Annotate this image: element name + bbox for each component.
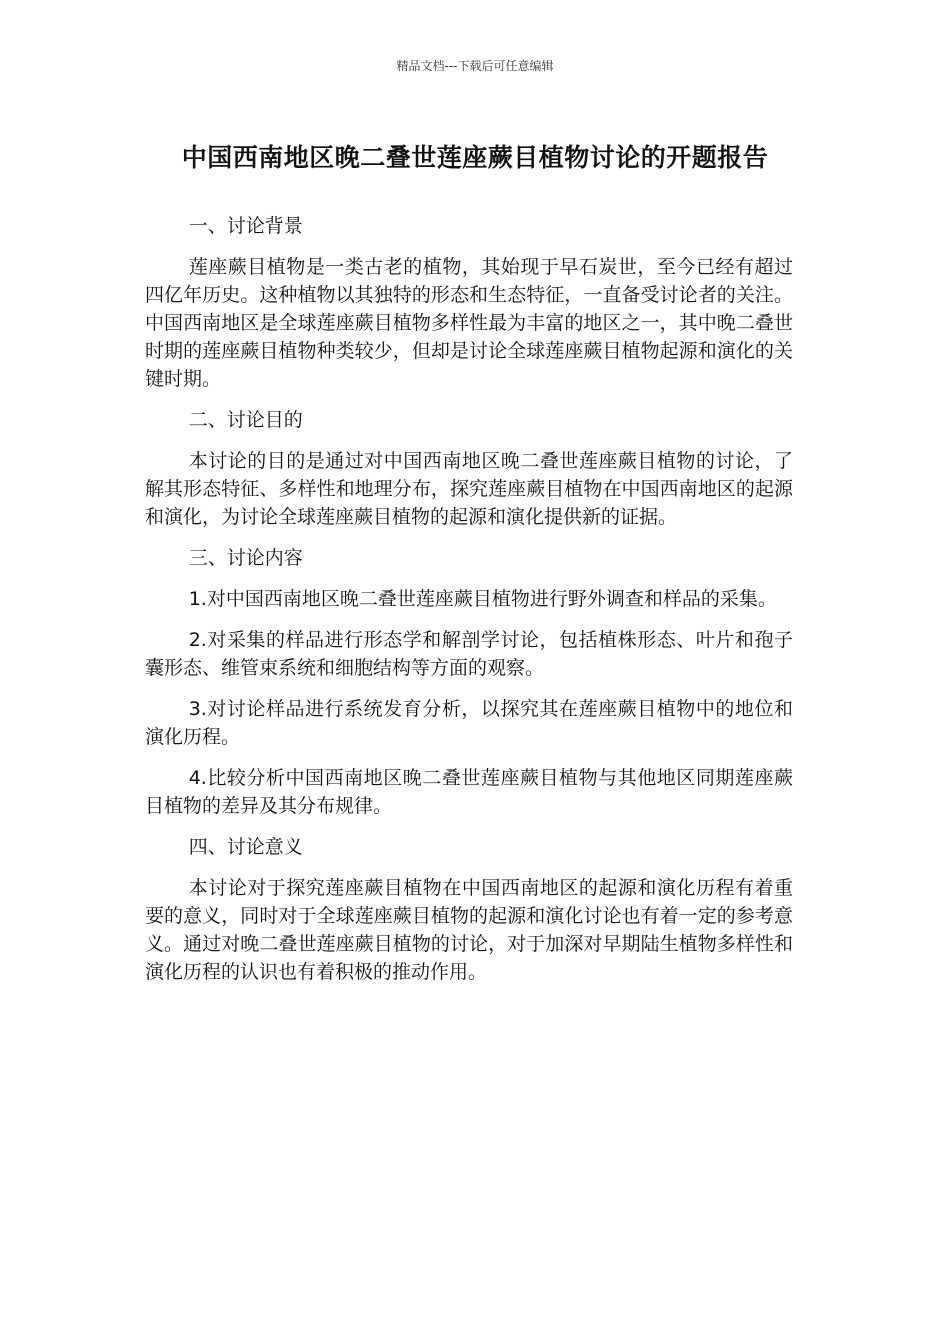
- document-title: 中国西南地区晚二叠世莲座蕨目植物讨论的开题报告: [181, 143, 769, 172]
- list-item: 2.对采集的样品进行形态学和解剖学讨论，包括植株形态、叶片和孢子囊形态、维管束系统和细胞结构等方面的观察。: [145, 629, 793, 679]
- section-heading-content: 三、讨论内容: [188, 547, 303, 569]
- page-header: 精品文档---下载后可任意编辑: [396, 59, 554, 73]
- paragraph: 本讨论的目的是通过对中国西南地区晚二叠世莲座蕨目植物的讨论，了解其形态特征、多样性和地理分布，探究莲座蕨目植物在中国西南地区的起源和演化，为讨论全球莲座蕨目植物的起源和演化提供新的证据。: [145, 450, 793, 528]
- section-heading-significance: 四、讨论意义: [188, 836, 303, 858]
- section-heading-purpose: 二、讨论目的: [188, 409, 303, 431]
- list-item: 4.比较分析中国西南地区晚二叠世莲座蕨目植物与其他地区同期莲座蕨目植物的差异及其分布规律。: [145, 767, 793, 817]
- section-heading-background: 一、讨论背景: [188, 215, 303, 237]
- paragraph: 莲座蕨目植物是一类古老的植物，其始现于早石炭世，至今已经有超过四亿年历史。这种植物以其独特的形态和生态特征，一直备受讨论者的关注。中国西南地区是全球莲座蕨目植物多样性最为丰富的地区之一，其中晚二叠世时期的莲座蕨目植物种类较少，但却是讨论全球莲座蕨目植物起源和演化的关键时期。: [145, 256, 793, 390]
- list-item: 1.对中国西南地区晚二叠世莲座蕨目植物进行野外调查和样品的采集。: [188, 588, 777, 610]
- list-item: 3.对讨论样品进行系统发育分析，以探究其在莲座蕨目植物中的地位和演化历程。: [145, 698, 793, 748]
- paragraph: 本讨论对于探究莲座蕨目植物在中国西南地区的起源和演化历程有着重要的意义，同时对于全球莲座蕨目植物的起源和演化讨论也有着一定的参考意义。通过对晚二叠世莲座蕨目植物的讨论，对于加深对早期陆生植物多样性和演化历程的认识也有着积极的推动作用。: [145, 877, 793, 983]
- document-body: [145, 212, 793, 999]
